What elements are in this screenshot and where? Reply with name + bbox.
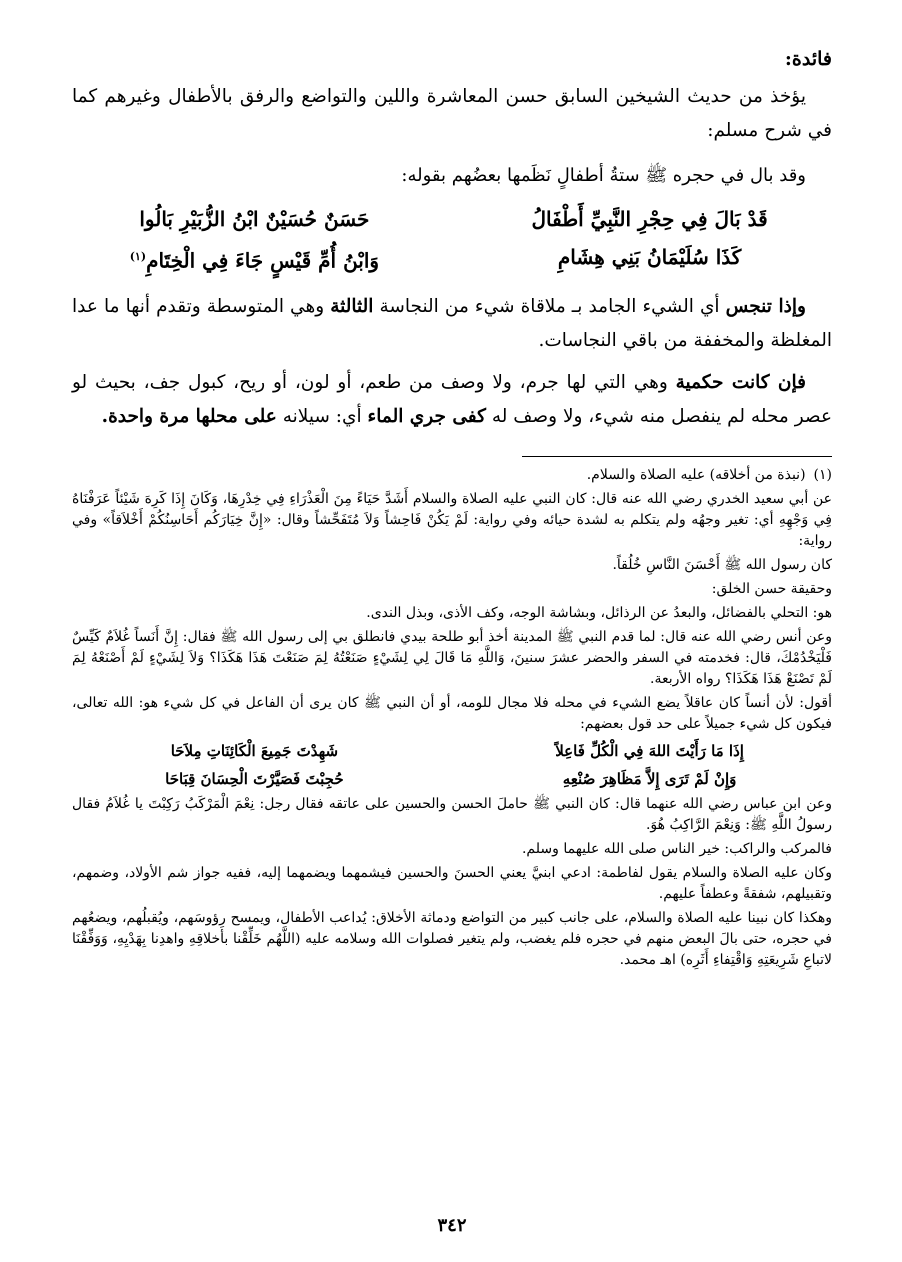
verse-hemistich-first: قَدْ بَالَ فِي حِجْرِ النَّبِيِّ أَطْفَالُ xyxy=(531,207,768,231)
footnote-block xyxy=(72,465,832,971)
footnote-number: (١) xyxy=(813,466,832,483)
footnote-title-text: (نبذة من أخلاقه) عليه الصلاة والسلام. xyxy=(586,466,806,483)
footnote-line: وعن أنس رضي الله عنه قال: لما قدم النبي ﷺ المدينة أخذ أبو طلحة بيدي فانطلق بي إلى رسول الله ﷺ فقال: إِنَّ أَنَساً غُلاَمٌ كَيِّسٌ فَلْيَخْدُمْكَ، قال: فخدمته في السفر والحضر عشرَ سنينَ، وَاللَّهِ مَا قَالَ لِي لِشَيْءٍ صَنَعْتُهُ لِمَ صَنَعْتَ هَذَا هَكَذَا؟ وَلاَ لِشَيْءٍ لَمْ أَصْنَعْهُ لِمَ لَمْ تَصْنَعْ هَذَا هَكَذَا؟ رواه الأربعة. xyxy=(72,628,832,687)
footnote-line: وكان عليه الصلاة والسلام يقول لفاطمة: ادعي ابنيَّ يعني الحسنَ والحسين فيشمهما ويضمهما إليه، ففيه جواز شم الأولاد، وضمهم، وتقبيلهم، شفقةً وعطفاً عليهم. xyxy=(72,864,832,902)
paragraph-3-mid: أي: سيلانه xyxy=(276,405,368,427)
paragraph-3-lead: فإن كانت حكمية xyxy=(675,371,806,393)
poem-hemistich-second: شَهِدْتَ جَمِيعَ الْكَائِنَاتِ مِلاَحَا xyxy=(170,741,339,760)
paragraph-3-bold-end: على محلها مرة واحدة. xyxy=(101,405,277,427)
footnote-line: وهكذا كان نبينا عليه الصلاة والسلام، على جانب كبير من التواضع ودماثة الأخلاق: يُداعب الأطفال، ويمسح رؤوسَهم، ويُقبلُهم، ويضعُهم في حجره، حتى بالَ البعض منهم في حجره فلم يغضب، ولم يتغير فصلوات الله وسلامه عليه (اللَّهُم خَلِّقْنا بأَخلاقِهِ واهدِنا بِهَدْيِهِ، وَوَفِّقْنَا لاتباعِ شَرِيعَتِهِ وَاقْتِفاءِ أَثَرِه) اهـ محمد. xyxy=(72,909,833,968)
paragraph-3-body: وهي التي لها جرم، ولا وصف من طعم، أو لون، أو ريح، كبول جف، بحيث لو عصر محله لم ينفصل منه شيء، ولا وصف له xyxy=(72,371,832,427)
footnote-line: كان رسول الله ﷺ أَحْسَنَ النَّاسِ خُلُقاً. xyxy=(612,556,832,573)
footnote-line: أقول: لأن أنساً كان عاقلاً يضع الشيء في محله فلا مجال للومه، أو أن النبي ﷺ كان يرى أن الفاعل في كل شيء هو: الله تعالى، فيكون كل شيء جميلاً على حد قول بعضهم: xyxy=(72,694,832,732)
page-number: ٣٤٢ xyxy=(437,1215,467,1236)
footnote-line: وحقيقة حسن الخلق: xyxy=(711,580,832,597)
verse-hemistich-first: كَذَا سُلَيْمَانُ بَنِي هِشَامِ xyxy=(557,245,742,269)
paragraph-2-bold: الثالثة xyxy=(330,295,374,317)
poem-hemistich-second: حُجِبْتَ فَصَيَّرْتَ الْحِسَانَ قِبَاحَا xyxy=(165,769,344,788)
verse-hemistich-second: حَسَنٌ حُسَيْنٌ ابْنُ الزُّبَيْرِ بَالُوا xyxy=(139,207,370,231)
footnote-marker: (١) xyxy=(129,250,147,263)
paragraph-3-bold: كفى جري الماء xyxy=(367,405,486,427)
poem-hemistich-first: وَإِنْ لَمْ تَرَى إِلاَّ مَظَاهِرَ صُنْعِهِ xyxy=(562,769,737,788)
paragraph-2-lead: وإذا تنجس xyxy=(725,295,806,317)
paragraph-1: يؤخذ من حديث الشيخين السابق حسن المعاشرة واللين والتواضع والرفق بالأطفال وغيرهم كما في شرح مسلم: xyxy=(72,86,832,141)
footnote-line: وعن ابن عباس رضي الله عنهما قال: كان النبي ﷺ حاملَ الحسن والحسين على عاتقه فقال رجل: نِعْمَ الْمَرْكَبُ رَكِبْتَ يا غُلاَمُ فقال رسولُ اللَّهِ ﷺ: وَنِعْمَ الرَّاكِبُ هُوَ. xyxy=(72,795,832,833)
footnote-title xyxy=(72,465,832,486)
footnote-poem-line xyxy=(72,766,832,792)
verse-line xyxy=(72,200,832,238)
verse-line xyxy=(72,238,832,280)
verse-intro: وقد بال في حجره ﷺ ستةُ أطفالٍ نَظَمها بعضُهم بقوله: xyxy=(401,165,806,186)
verse-block xyxy=(72,200,832,280)
footnote-poem-line xyxy=(72,738,832,764)
verse-text: وَابْنُ أُمِّ قَيْسٍ جَاءَ فِي الْخِتَامِ xyxy=(146,248,380,273)
paragraph-2-body: أي الشيء الجامد بـ ملاقاة شيء من النجاسة xyxy=(373,295,726,317)
footnote-separator xyxy=(522,456,832,457)
paragraph-2 xyxy=(72,290,832,358)
poem-hemistich-first: إِذَا مَا رَأَيْتَ اللهَ فِي الْكُلِّ فَاعِلاً xyxy=(555,741,744,760)
footnote-line: عن أبي سعيد الخدري رضي الله عنه قال: كان النبي عليه الصلاة والسلام أَشَدَّ حَيَاءً مِنَ الْعَذْرَاءِ فِي خِدْرِهَا، وَكَانَ إِذَا كَرِهَ شَيْئاً عَرَفْنَاهُ فِي وَجْهِهِ أي: تغير وجهُه ولم يتكلم به لشدة حيائه وفي رواية: لَمْ يَكُنْ فَاحِشاً وَلاَ مُتَفَحِّشاً وقال: «إِنَّ خِيَارَكُم أَحَاسِنُكُمْ أَخْلاَقاً» وفي رواية: xyxy=(72,490,832,549)
section-heading: فائدة: xyxy=(784,48,832,70)
verse-hemistich-second xyxy=(72,238,437,280)
footnote-line: هو: التحلي بالفضائل، والبعدُ عن الرذائل، وبشاشة الوجه، وكف الأذى، وبذل الندى. xyxy=(366,604,832,621)
document-page xyxy=(72,48,832,1248)
paragraph-2-tail: وهي المتوسطة وتقدم أنها ما عدا المغلظة والمخففة من باقي النجاسات. xyxy=(72,295,832,351)
footnote-line: فالمركب والراكب: خير الناس صلى الله عليهما وسلم. xyxy=(521,840,832,857)
paragraph-3 xyxy=(72,366,832,434)
